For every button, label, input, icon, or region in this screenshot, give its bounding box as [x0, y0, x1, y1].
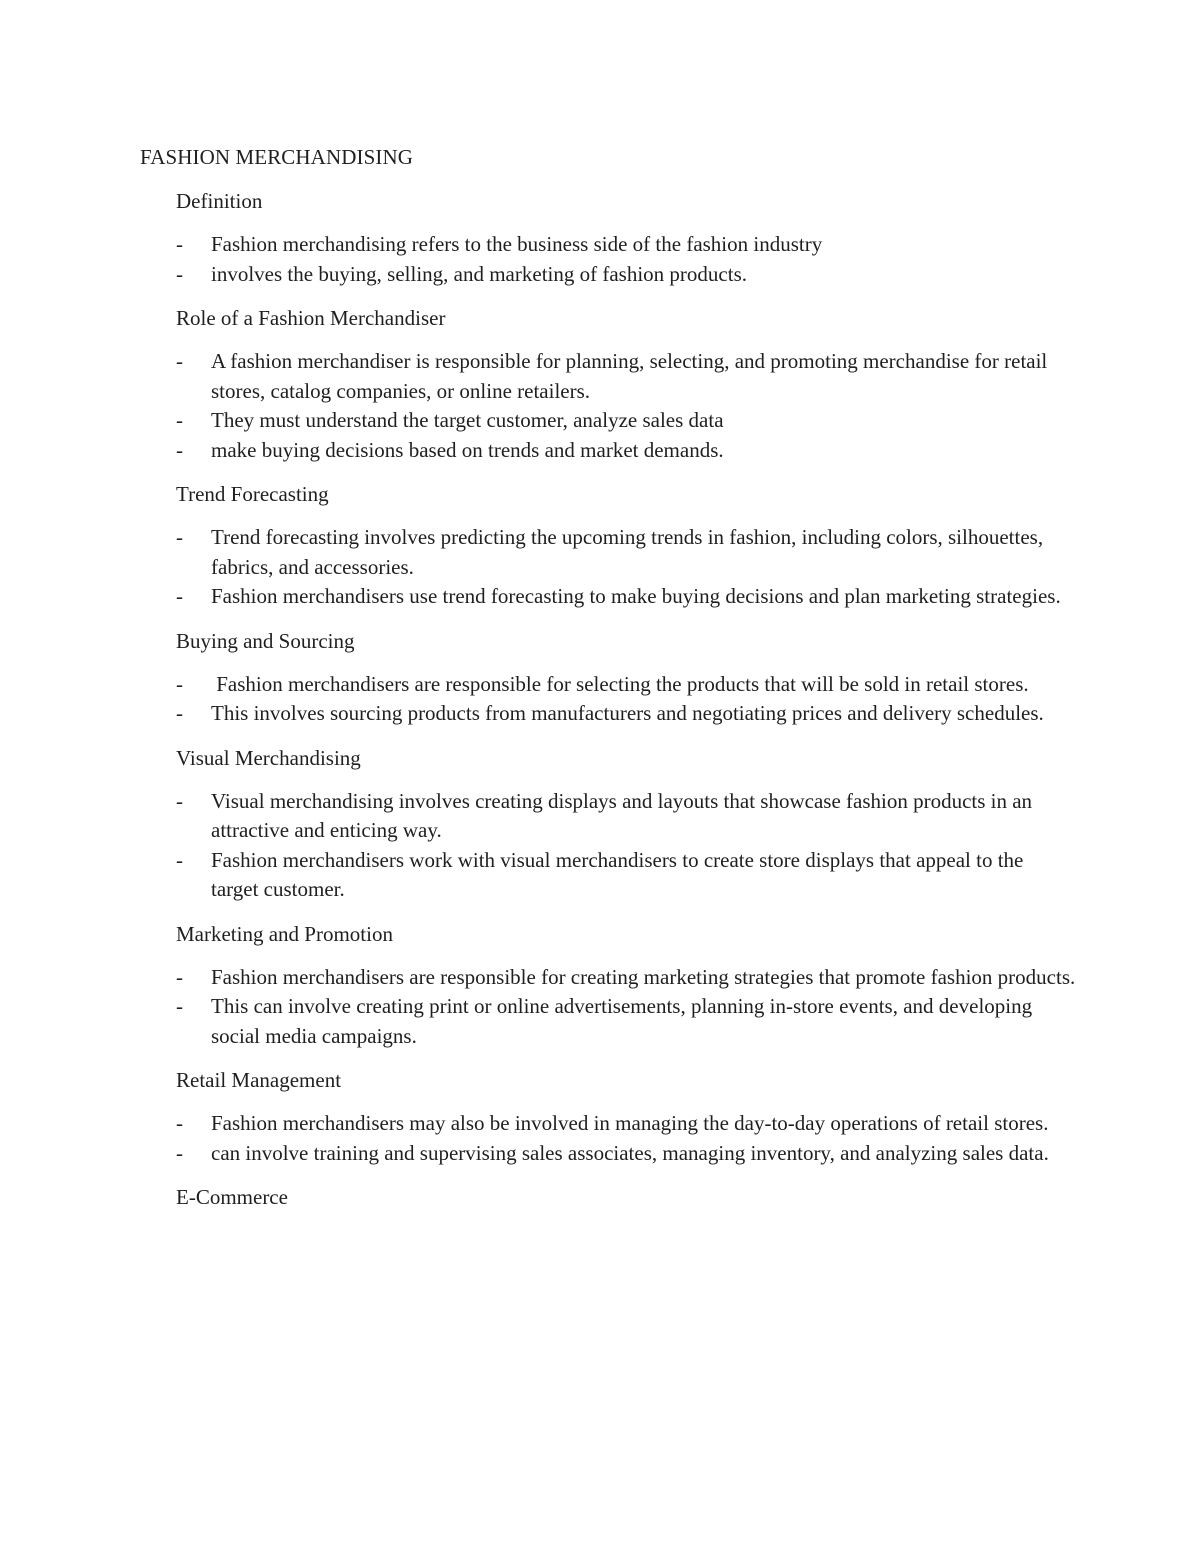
section-heading: Visual Merchandising — [176, 745, 361, 770]
dash-bullet-icon: - — [176, 847, 183, 872]
section — [176, 1065, 1076, 1168]
list-item-text: A fashion merchandiser is responsible for planning, selecting, and promoting merchandise for retail stores, catalog companies, or online retailers. — [211, 349, 1053, 403]
list-item — [176, 1109, 1076, 1139]
section-heading: Definition — [176, 189, 263, 213]
list-item — [176, 260, 1076, 290]
section — [176, 626, 1076, 729]
dash-bullet-icon: - — [176, 349, 183, 373]
list-item-text: Visual merchandising involves creating displays and layouts that showcase fashion products in an attractive and enticing way. — [211, 788, 1038, 842]
list-item — [176, 582, 1076, 612]
list-item-text: Fashion merchandisers are responsible for creating marketing strategies that promote fashion products. — [211, 964, 1076, 989]
list-item — [176, 347, 1076, 406]
dash-bullet-icon: - — [176, 232, 183, 256]
section — [176, 479, 1076, 612]
bullet-list — [176, 787, 1076, 905]
section — [176, 1182, 1076, 1212]
section-heading: Buying and Sourcing — [176, 628, 355, 653]
section-heading: Trend Forecasting — [176, 482, 329, 506]
list-item-text: Fashion merchandisers work with visual merchandisers to create store displays that appeal to the target customer. — [211, 847, 1029, 901]
list-item — [176, 699, 1076, 729]
list-item-text: Trend forecasting involves predicting the upcoming trends in fashion, including colors, silhouettes, fabrics, and accessories. — [211, 525, 1049, 579]
list-item-text: They must understand the target customer, analyze sales data — [211, 408, 724, 432]
section — [176, 919, 1076, 1052]
list-item-text: Fashion merchandisers may also be involved in managing the day-to-day operations of retail stores. — [211, 1111, 1049, 1135]
list-item — [176, 670, 1076, 700]
list-item — [176, 230, 1076, 260]
list-item — [176, 1139, 1076, 1169]
dash-bullet-icon: - — [176, 261, 183, 286]
dash-bullet-icon: - — [176, 408, 183, 432]
dash-bullet-icon: - — [176, 525, 183, 549]
dash-bullet-icon: - — [176, 994, 183, 1018]
bullet-list — [176, 523, 1076, 612]
bullet-list — [176, 670, 1076, 729]
document-body — [176, 186, 1076, 1226]
dash-bullet-icon: - — [176, 964, 183, 989]
list-item — [176, 963, 1076, 993]
list-item — [176, 992, 1076, 1051]
section-heading: Marketing and Promotion — [176, 921, 393, 946]
dash-bullet-icon: - — [176, 584, 183, 608]
list-item-text: make buying decisions based on trends and market demands. — [211, 437, 724, 462]
list-item — [176, 406, 1076, 436]
list-item-text: Fashion merchandisers are responsible for selecting the products that will be sold in retail stores. — [211, 671, 1029, 696]
section — [176, 303, 1076, 465]
dash-bullet-icon: - — [176, 437, 183, 462]
bullet-list — [176, 1109, 1076, 1168]
list-item-text: Fashion merchandising refers to the business side of the fashion industry — [211, 232, 823, 256]
list-item-text: This involves sourcing products from manufacturers and negotiating prices and delivery schedules. — [211, 701, 1044, 725]
section — [176, 186, 1076, 289]
bullet-list — [176, 347, 1076, 465]
list-item-text: can involve training and supervising sales associates, managing inventory, and analyzing sales data. — [211, 1140, 1049, 1165]
dash-bullet-icon: - — [176, 788, 183, 813]
section-heading: Role of a Fashion Merchandiser — [176, 306, 446, 330]
section-heading: Retail Management — [176, 1068, 342, 1092]
bullet-list — [176, 963, 1076, 1052]
list-item — [176, 846, 1076, 905]
dash-bullet-icon: - — [176, 1111, 183, 1135]
bullet-list — [176, 230, 1076, 289]
list-item — [176, 523, 1076, 582]
section-heading: E-Commerce — [176, 1185, 288, 1209]
dash-bullet-icon: - — [176, 1140, 183, 1165]
dash-bullet-icon: - — [176, 701, 183, 725]
list-item — [176, 436, 1076, 466]
list-item-text: involves the buying, selling, and marketing of fashion products. — [211, 261, 747, 286]
dash-bullet-icon: - — [176, 671, 183, 696]
document-title: FASHION MERCHANDISING — [140, 145, 413, 169]
list-item-text: This can involve creating print or online advertisements, planning in-store events, and developing social media campaigns. — [211, 994, 1038, 1048]
section — [176, 743, 1076, 905]
list-item — [176, 787, 1076, 846]
list-item-text: Fashion merchandisers use trend forecasting to make buying decisions and plan marketing strategies. — [211, 584, 1061, 608]
